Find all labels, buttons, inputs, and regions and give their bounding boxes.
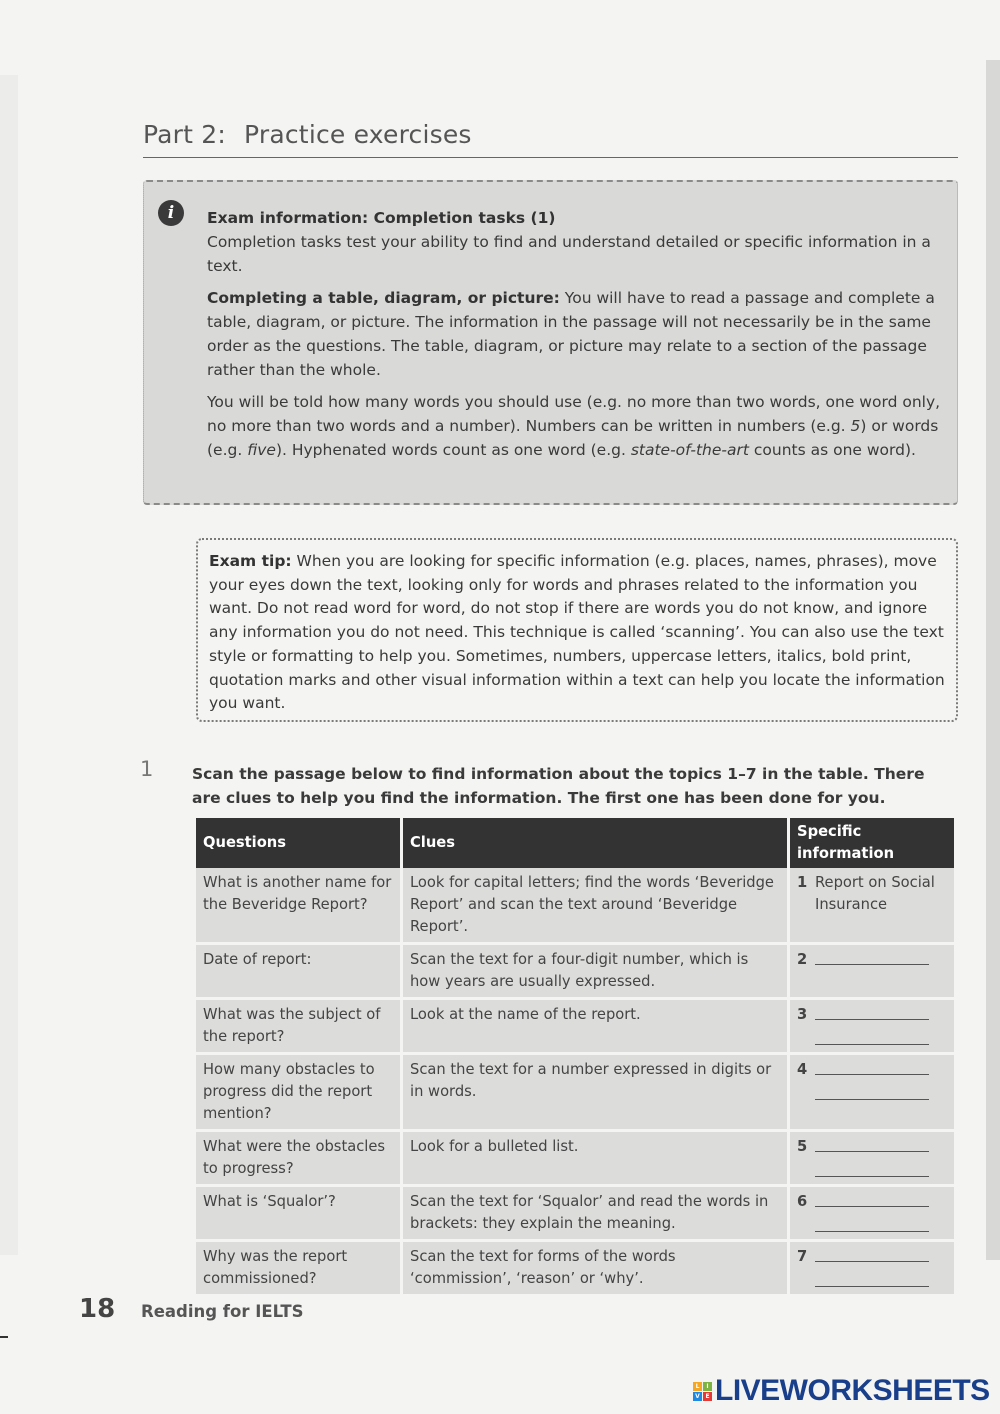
answer-blank-line-2[interactable] bbox=[815, 1158, 929, 1177]
clue-cell: Scan the text for a number expressed in digits or in words. bbox=[402, 1054, 789, 1131]
answer-blank[interactable] bbox=[815, 1136, 929, 1152]
answer-number: 2 bbox=[797, 951, 808, 968]
title-divider bbox=[143, 157, 958, 158]
answer-number: 7 bbox=[797, 1248, 808, 1265]
clue-cell: Scan the text for a four-digit number, which is how years are usually expressed. bbox=[402, 944, 789, 999]
table-row bbox=[196, 1241, 954, 1296]
logo-square-e: E bbox=[703, 1392, 712, 1401]
brand-text: LIVEWORKSHEETS bbox=[715, 1374, 990, 1407]
logo-square-i: I bbox=[703, 1382, 712, 1391]
clue-cell: Look for capital letters; find the words ‘Beveridge Report’ and scan the text around ‘Beveridge Report’. bbox=[402, 868, 789, 944]
answer-blank-line-2[interactable] bbox=[815, 1026, 929, 1045]
info-content bbox=[207, 206, 942, 470]
table-row bbox=[196, 944, 954, 999]
header-specific-information: Specific information bbox=[789, 818, 955, 868]
words-example-word: five bbox=[247, 441, 276, 459]
words-text-4: counts as one word). bbox=[748, 441, 916, 459]
question-cell: What is another name for the Beveridge Report? bbox=[196, 868, 402, 944]
page-number: 18 bbox=[79, 1294, 116, 1324]
exam-information-box bbox=[143, 180, 958, 505]
exercise-number: 1 bbox=[140, 757, 154, 781]
words-text-1: You will be told how many words you should use (e.g. no more than two words, one word only, no more than two words and a number). Numbers can be written in numbers (e.g. bbox=[207, 393, 941, 435]
question-cell: Why was the report commissioned? bbox=[196, 1241, 402, 1296]
info-words-paragraph bbox=[207, 390, 942, 462]
question-cell: What is ‘Squalor’? bbox=[196, 1186, 402, 1241]
logo-square-v: V bbox=[693, 1392, 702, 1401]
exam-tip-text bbox=[209, 550, 949, 716]
clue-cell: Look for a bulleted list. bbox=[402, 1131, 789, 1186]
answer-number: 1 bbox=[797, 874, 808, 891]
answer-blank[interactable] bbox=[815, 1191, 929, 1207]
answer-blank-line-2[interactable] bbox=[815, 1268, 929, 1287]
table-row bbox=[196, 1054, 954, 1131]
part-title-text: Practice exercises bbox=[244, 120, 472, 149]
question-cell: What was the subject of the report? bbox=[196, 999, 402, 1054]
completing-label: Completing a table, diagram, or picture: bbox=[207, 289, 560, 307]
answer-blank[interactable] bbox=[815, 1059, 929, 1075]
liveworksheets-logo-icon bbox=[693, 1382, 712, 1401]
completing-text: You will have to read a passage and complete a table, diagram, or picture. The information in the passage will not necessarily be in the same order as the questions. The table, diagram, or picture may relate to a section of the passage rather than the whole. bbox=[207, 289, 935, 379]
words-example-hyphenated: state-of-the-art bbox=[630, 441, 749, 459]
question-cell: Date of report: bbox=[196, 944, 402, 999]
answer-cell bbox=[789, 1241, 955, 1296]
answer-cell bbox=[789, 944, 955, 999]
exam-tip-box bbox=[196, 538, 958, 722]
words-example-number: 5 bbox=[850, 417, 861, 435]
info-intro: Completion tasks test your ability to find and understand detailed or specific information in a text. bbox=[207, 233, 931, 275]
clues-table bbox=[196, 818, 954, 1297]
clue-cell: Scan the text for forms of the words ‘commission’, ‘reason’ or ‘why’. bbox=[402, 1241, 789, 1296]
answer-blank[interactable] bbox=[815, 1246, 929, 1262]
exercise-instruction: Scan the passage below to find information about the topics 1–7 in the table. There are clues to help you find the information. The first one has been done for you. bbox=[192, 765, 925, 807]
info-icon: i bbox=[158, 200, 184, 226]
header-questions: Questions bbox=[196, 818, 402, 868]
table-row bbox=[196, 999, 954, 1054]
answer-number: 5 bbox=[797, 1138, 808, 1155]
answer-cell bbox=[789, 868, 955, 944]
page-shadow-left bbox=[0, 75, 18, 1255]
table-header-row bbox=[196, 818, 954, 868]
answer-number: 3 bbox=[797, 1006, 808, 1023]
table-row bbox=[196, 1131, 954, 1186]
question-cell: What were the obstacles to progress? bbox=[196, 1131, 402, 1186]
question-cell: How many obstacles to progress did the report mention? bbox=[196, 1054, 402, 1131]
answer-text: Report on Social Insurance bbox=[815, 874, 935, 913]
words-text-2: ) or words (e.g. bbox=[207, 417, 939, 459]
answer-blank[interactable] bbox=[815, 949, 929, 965]
answer-number: 4 bbox=[797, 1061, 808, 1078]
answer-blank-line-2[interactable] bbox=[815, 1213, 929, 1232]
exam-tip-body: When you are looking for specific information (e.g. places, names, phrases), move your eyes down the text, looking only for words and phrases related to the information you want. Do not read word for word, do not stop if there are words you do not know, and ignore any information you do not need. This technique is called ‘scanning’. You can also use the text style or formatting to help you. Sometimes, numbers, uppercase letters, italics, bold print, quotation marks and other visual information within a text can help you locate the information you want. bbox=[209, 552, 945, 713]
answer-cell bbox=[789, 1054, 955, 1131]
answer-blank[interactable] bbox=[815, 1004, 929, 1020]
clue-cell: Scan the text for ‘Squalor’ and read the words in brackets: they explain the meaning. bbox=[402, 1186, 789, 1241]
book-title: Reading for IELTS bbox=[141, 1302, 304, 1321]
answer-number: 6 bbox=[797, 1193, 808, 1210]
liveworksheets-brand[interactable] bbox=[693, 1374, 990, 1408]
part-label: Part 2: bbox=[143, 120, 227, 149]
table-row bbox=[196, 1186, 954, 1241]
answer-cell bbox=[789, 999, 955, 1054]
answer-cell bbox=[789, 1131, 955, 1186]
answer-blank-line-2[interactable] bbox=[815, 1081, 929, 1100]
info-completing-paragraph bbox=[207, 286, 942, 382]
clue-cell: Look at the name of the report. bbox=[402, 999, 789, 1054]
header-clues: Clues bbox=[402, 818, 789, 868]
page-title bbox=[143, 120, 472, 149]
margin-mark bbox=[0, 1336, 8, 1338]
exam-tip-label: Exam tip: bbox=[209, 552, 292, 570]
info-heading: Exam information: Completion tasks (1) bbox=[207, 209, 556, 227]
page-shadow-right bbox=[986, 60, 1000, 1260]
words-text-3: ). Hyphenated words count as one word (e.g. bbox=[275, 441, 631, 459]
table-row bbox=[196, 868, 954, 944]
answer-cell bbox=[789, 1186, 955, 1241]
logo-square-l: L bbox=[693, 1382, 702, 1391]
